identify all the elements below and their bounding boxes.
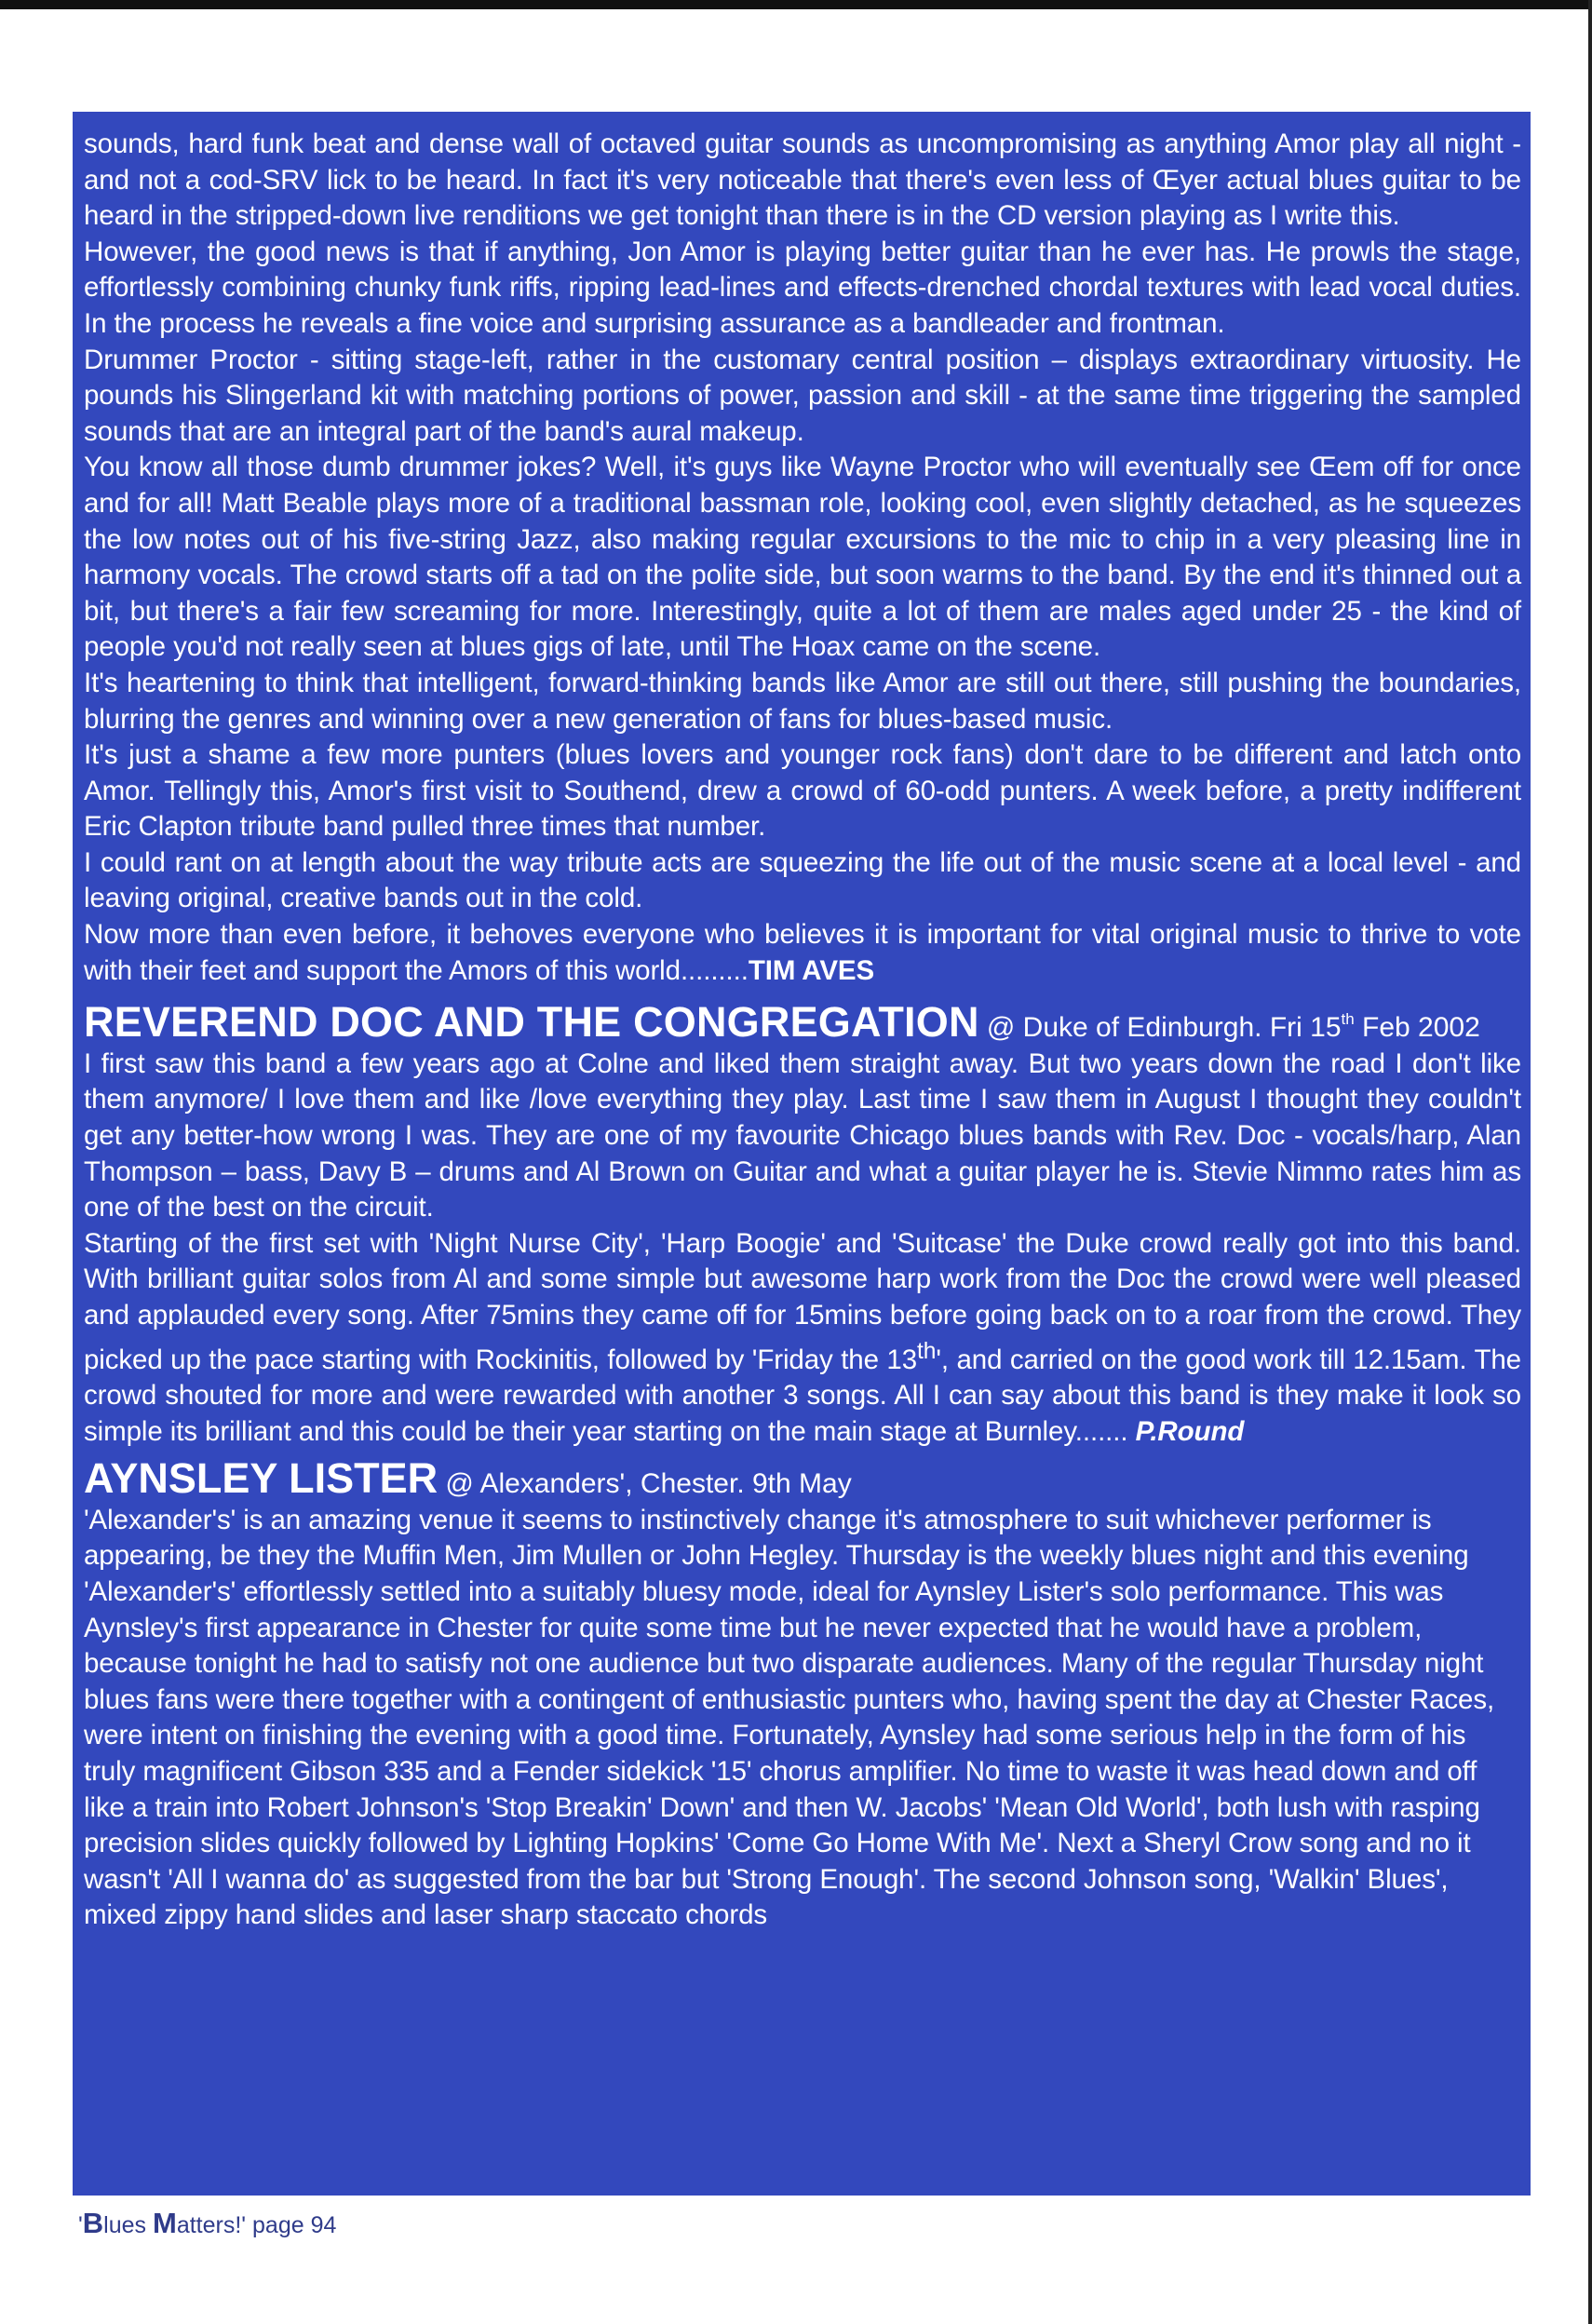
article-heading bbox=[84, 1000, 1521, 1047]
paragraph-text: Now more than even before, it behoves everyone who believes it is important for vital original music to thrive to vote with their feet and support the Amors of this world......... bbox=[84, 919, 1521, 986]
article-heading bbox=[84, 1454, 1521, 1503]
article-title: AYNSLEY LISTER bbox=[84, 1454, 438, 1503]
footer-text: atters!' bbox=[176, 2212, 247, 2238]
venue-date: Feb 2002 bbox=[1354, 1012, 1480, 1044]
paragraph: 'Alexander's' is an amazing venue it seems to instinctively change it's atmosphere to suit whichever performer is appearing, be they the Muffin Men, Jim Mullen or John Hegley. Thursday is the weekly blues night and this evening 'Alexander's' effortlessly settled into a suitably bluesy mode, ideal for Aynsley Lister's solo performance. This was Aynsley's first appearance in Chester for quite some time but he never expected that he would have a problem, because tonight he had to satisfy not one audience but two disparate audiences. Many of the regular Thursday night blues fans were there together with a contingent of enthusiastic punters who, having spent the day at Chester Races, were intent on finishing the evening with a good time. Fortunately, Aynsley had some serious help in the form of his truly magnificent Gibson 335 and a Fender sidekick '15' chorus amplifier. No time to waste it was head down and off like a train into Robert Johnson's 'Stop Breakin' Down' and then W. Jacobs' 'Mean Old World', both lush with rasping precision slides quickly followed by Lighting Hopkins' 'Come Go Home With Me'. Next a Sheryl Crow song and no it wasn't 'All I wanna do' as suggested from the bar but 'Strong Enough'. The second Johnson song, 'Walkin' Blues', mixed zippy hand slides and laser sharp staccato chords bbox=[84, 1504, 1495, 1931]
footer-initial-m: M bbox=[152, 2207, 177, 2239]
superscript: th bbox=[917, 1338, 937, 1364]
footer-initial-b: B bbox=[82, 2207, 104, 2239]
paragraph: Drummer Proctor - sitting stage-left, rather in the customary central position – displays extraordinary virtuosity. He pounds his Slingerland kit with matching portions of power, passion and skill - at the same time triggering the sampled sounds that are an integral part of the band's aural makeup. bbox=[84, 344, 1521, 447]
paragraph: It's just a shame a few more punters (blues lovers and younger rock fans) don't dare to be different and latch onto Amor. Tellingly this, Amor's first visit to Southend, drew a crowd of 60-odd punters. A week before, a pretty indifferent Eric Clapton tribute band pulled three times that number. bbox=[84, 739, 1521, 843]
paragraph-final bbox=[84, 917, 1521, 989]
venue-line: @ Alexanders', Chester. 9th May bbox=[445, 1468, 852, 1500]
author-byline: P.Round bbox=[1135, 1415, 1245, 1447]
paragraph: You know all those dumb drummer jokes? Well, it's guys like Wayne Proctor who will eventually see Œem off for once and for all! Matt Beable plays more of a traditional bassman role, looking cool, even slightly detached, as he squeezes the low notes out of his five-string Jazz, also making regular excursions to the mic to chip in a very pleasing line in harmony vocals. The crowd starts off a tad on the polite side, but soon warms to the band. By the end it's thinned out a bit, but there's a fair few screaming for more. Interestingly, quite a lot of them are males aged under 25 - the kind of people you'd not really seen at blues gigs of late, until The Hoax came on the scene. bbox=[84, 452, 1521, 663]
paragraph: It's heartening to think that intelligent, forward-thinking bands like Amor are still out there, still pushing the boundaries, blurring the genres and winning over a new generation of fans for blues-based music. bbox=[84, 667, 1521, 735]
paragraph: However, the good news is that if anything, Jon Amor is playing better guitar than he ever has. He prowls the stage, effortlessly combining chunky funk riffs, ripping lead-lines and effects-drenched chordal textures with lead vocal duties. In the process he reveals a fine voice and surprising assurance as a bandleader and frontman. bbox=[84, 236, 1521, 339]
paragraph: sounds, hard funk beat and dense wall of octaved guitar sounds as uncompromising as anything Amor play all night - and not a cod-SRV lick to be heard. In fact it's very noticeable that there's even less of Œyer actual blues guitar to be heard in the stripped-down live renditions we get tonight than there is in the CD version playing as I write this. bbox=[84, 128, 1521, 232]
article-title: REVEREND DOC AND THE CONGREGATION bbox=[84, 998, 979, 1047]
article-aynsley-lister bbox=[84, 1454, 1521, 1934]
paragraph: I could rant on at length about the way tribute acts are squeezing the life out of the music scene at a local level - and leaving original, creative bands out in the cold. bbox=[84, 846, 1521, 914]
paragraph-text: Starting of the first set with 'Night Nurse City', 'Harp Boogie' and 'Suitcase' the Duke crowd really got into this band. With brilliant guitar solos from Al and some simple but awesome harp work from the Doc the crowd were well pleased and applauded every song. After 75mins they came off for 15mins before going back on to a roar from the crowd. They picked up the pace starting with Rockinitis, followed by 'Friday the 13 bbox=[84, 1227, 1521, 1375]
author-byline: TIM AVES bbox=[748, 954, 875, 986]
venue-line bbox=[987, 1012, 1480, 1043]
page-footer bbox=[78, 2207, 336, 2240]
footer-text: lues bbox=[103, 2212, 153, 2238]
paragraph-text: ', and carried on the good work till 12.15am. The crowd shouted for more and were rewarded with another 3 songs. All I can say about this band is they make it look so simple its brilliant and this could be their year starting on the main stage at Burnley....... bbox=[84, 1344, 1521, 1447]
page-number: page 94 bbox=[246, 2212, 337, 2238]
article-panel bbox=[73, 112, 1531, 2196]
footer-quote: ' bbox=[78, 2212, 83, 2238]
scan-right-edge bbox=[1588, 0, 1592, 2324]
scan-top-edge bbox=[0, 0, 1592, 9]
paragraph: I first saw this band a few years ago at Colne and liked them straight away. But two years down the road I don't like them anymore/ I love them and like /love everything they play. Last time I saw them in August I thought they couldn't get any better-how wrong I was. They are one of my favourite Chicago blues bands with Rev. Doc - vocals/harp, Alan Thompson – bass, Davy B – drums and Al Brown on Guitar and what a guitar player he is. Stevie Nimmo rates him as one of the best on the circuit. bbox=[84, 1047, 1521, 1223]
paragraph bbox=[84, 1226, 1521, 1450]
venue-text: @ Duke of Edinburgh. Fri 15 bbox=[986, 1012, 1342, 1044]
superscript: th bbox=[1341, 1010, 1355, 1029]
article-amor-review bbox=[84, 127, 1521, 989]
article-reverend-doc bbox=[84, 1000, 1521, 1450]
